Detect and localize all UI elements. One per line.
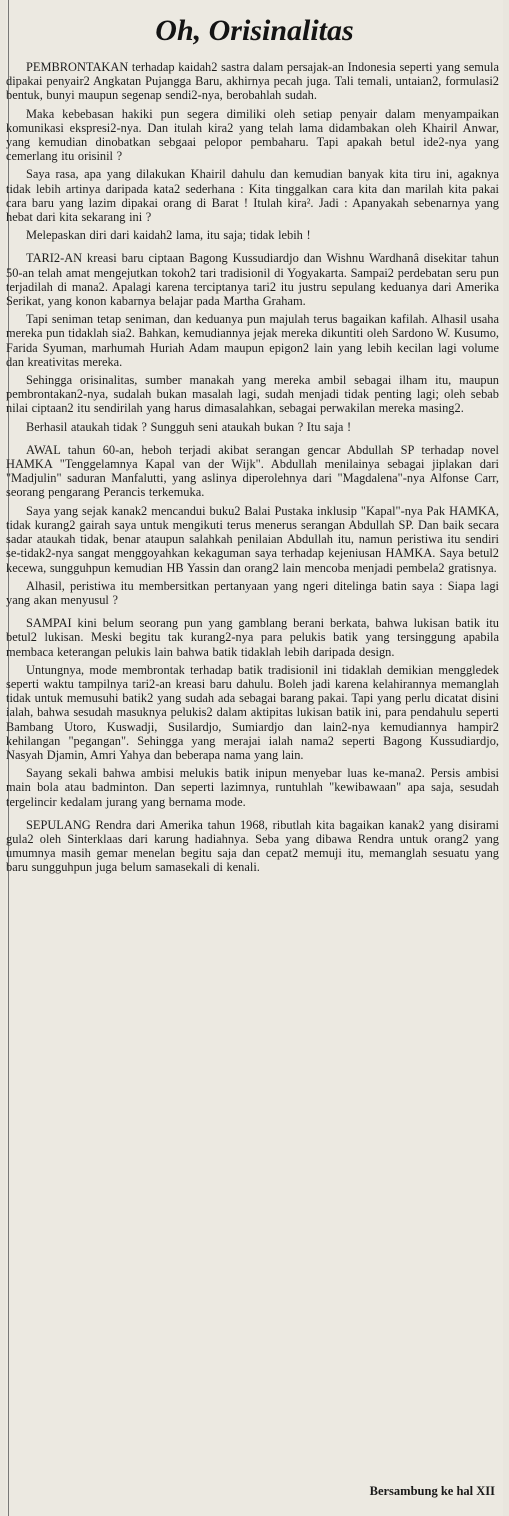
article-body: [6, 60, 499, 879]
paragraph-11: Alhasil, peristiwa itu membersitkan pertanyaan yang ngeri ditelinga batin saya : Siapa lagi yang akan menyusul ?: [6, 578, 499, 607]
paragraph-10: Saya yang sejak kanak2 mencandui buku2 Balai Pustaka inklusip "Kapal"-nya Pak HAMKA, tidak kurang2 gairah saya untuk mengikuti terus menerus serangan Abdullah SP. Dan baik secara sadar ataukah tidak, benar ataupun salahkah penilaian Abdullah itu, namun peristiwa itu sendiri se-tidak2-nya sangat menggoyahkan kekaguman saya terhadap kejeniusan HAMKA. Saya betul2 kecewa, sungguhpun kemudian HB Yassin dan orang2 lain mencoba menjadi pembela2 gratisnya.: [6, 503, 499, 575]
paragraph-2: Maka kebebasan hakiki pun segera dimiliki oleh setiap penyair dalam menyampaikan komunikasi ekspresi2-nya. Dan itulah kira2 yang telah lama didambakan oleh Khairil Anwar, yang kemudian dinobatkan sebgaai pelopor pembaharu. Tapi apakah betul ide2-nya yang cemerlang itu orisinil ?: [6, 106, 499, 164]
paragraph-13: Untungnya, mode membrontak terhadap batik tradisionil ini tidaklah demikian menggledek seperti waktu tampilnya tari2-an kreasi baru dahulu. Boleh jadi karena kelahirannya memanglah tidak untuk memusuhi batik2 yang sudah ada sebagai barang pakai. Tapi yang perlu dicatat disini ialah, bahwa sesudah masuknya pelukis2 dalam aktipitas lukisan batik ini, para pendahulu seperti Bambang Utoro, Kuswadji, Susilardjo, Sumiardjo dan lain2-nya kemudiannya hampir2 kehilangan "pegangan". Sehingga yang merajai ialah nama2 seperti Bagong Kussudiardjo, Nasyah Djamin, Amri Yahya dan beberapa nama yang lain.: [6, 662, 499, 762]
paragraph-4: Melepaskan diri dari kaidah2 lama, itu saja; tidak lebih !: [26, 228, 311, 243]
paragraph-5: TARI2-AN kreasi baru ciptaan Bagong Kussudiardjo dan Wishnu Wardhanâ disekitar tahun 50-an telah amat mengejutkan tokoh2 tari tradisionil di Yogyakarta. Sampai2 perdebatan seru pun terjadilah di mana2. Apalagi karena terciptanya tari2 itu justru sepulang keduanya dari Amerika Serikat, yang konon kabarnya belajar pada Martha Graham.: [6, 251, 499, 309]
paragraph-9: AWAL tahun 60-an, heboh terjadi akibat serangan gencar Abdullah SP terhadap novel HAMKA "Tenggelamnya Kapal van der Wijk". Abdullah menilainya sebagai jiplakan dari "Madjulin" saduran Manfalutti, yang aslinya diperolehnya dari "Magdalena"-nya Alfonse Carr, seorang pengarang Perancis terkemuka.: [6, 442, 499, 500]
paragraph-3: Saya rasa, apa yang dilakukan Khairil dahulu dan kemudian banyak kita tiru ini, agaknya tidak lebih artinya daripada kata2 sederhana : Kita tinggalkan cara kita dan marilah kita pakai cara baru yang lazim dipakai orang di Barat ! Itulah kira². Jadi : Apanyakah sebenarnya yang hebat dari kita sekarang ini ?: [6, 167, 499, 225]
paragraph-8: Berhasil ataukah tidak ? Sungguh seni ataukah bukan ? Itu saja !: [26, 419, 352, 434]
paragraph-14: Sayang sekali bahwa ambisi melukis batik inipun menyebar luas ke-mana2. Persis ambisi main bola atau badminton. Dan seperti lazimnya, runtuhlah "kewibawaan" apa saja, sesudah tergelincir kedalam jurang yang bernama mode.: [6, 766, 499, 809]
paragraph-6: Tapi seniman tetap seniman, dan keduanya pun majulah terus bagaikan kafilah. Alhasil usaha mereka pun tidaklah sia2. Bahkan, kemudiannya jejak mereka dikuntiti oleh Sardono W. Kusumo, Farida Syuman, marhumah Huriah Adam maupun epigon2 lain yang lebih kecilan lagi volume dan kreativitas mereka.: [6, 312, 499, 369]
paragraph-1: PEMBRONTAKAN terhadap kaidah2 sastra dalam persajak-an Indonesia seperti yang semula dipakai penyair2 Angkatan Pujangga Baru, akhirnya pecah juga. Tali temali, untaian2, formulasi2 bentuk, bunyi maupun segenap sendi2-nya, berobahlah sudah.: [6, 60, 499, 103]
newspaper-clipping: [6, 0, 503, 1516]
paragraph-12: SAMPAI kini belum seorang pun yang gamblang berani berkata, bahwa lukisan batik itu betul2 lukisan. Meski begitu tak kurang2-nya para pelukis batik yang tersinggung apabila membaca keterangan pelukis lain bahwa batik tidaklah lebih daripada design.: [6, 616, 499, 659]
paragraph-7: Sehingga orisinalitas, sumber manakah yang mereka ambil sebagai ilham itu, maupun pembrontakan2-nya, sudalah bukan masalah lagi, sudah menjadi tidak penting lagi; oleh sebab nilai ciptaan2 itu sendirilah yang harus dimasalahkan, sebagai perwakilan mereka masing2.: [6, 373, 499, 416]
article-title: Oh, Orisinalitas: [155, 14, 354, 47]
paragraph-15: SEPULANG Rendra dari Amerika tahun 1968, ributlah kita bagaikan kanak2 yang disirami gula2 oleh Sinterklaas dari karung hadiahnya. Seba yang dibawa Rendra untuk orang2 yang umumnya masih gemar menelan begitu saja dan cepat2 memuji itu, memanglah sesuatu yang baru sungguhpun juga belum samasekali di kenali.: [6, 817, 499, 875]
continuation-note: Bersambung ke hal XII: [369, 1484, 495, 1498]
